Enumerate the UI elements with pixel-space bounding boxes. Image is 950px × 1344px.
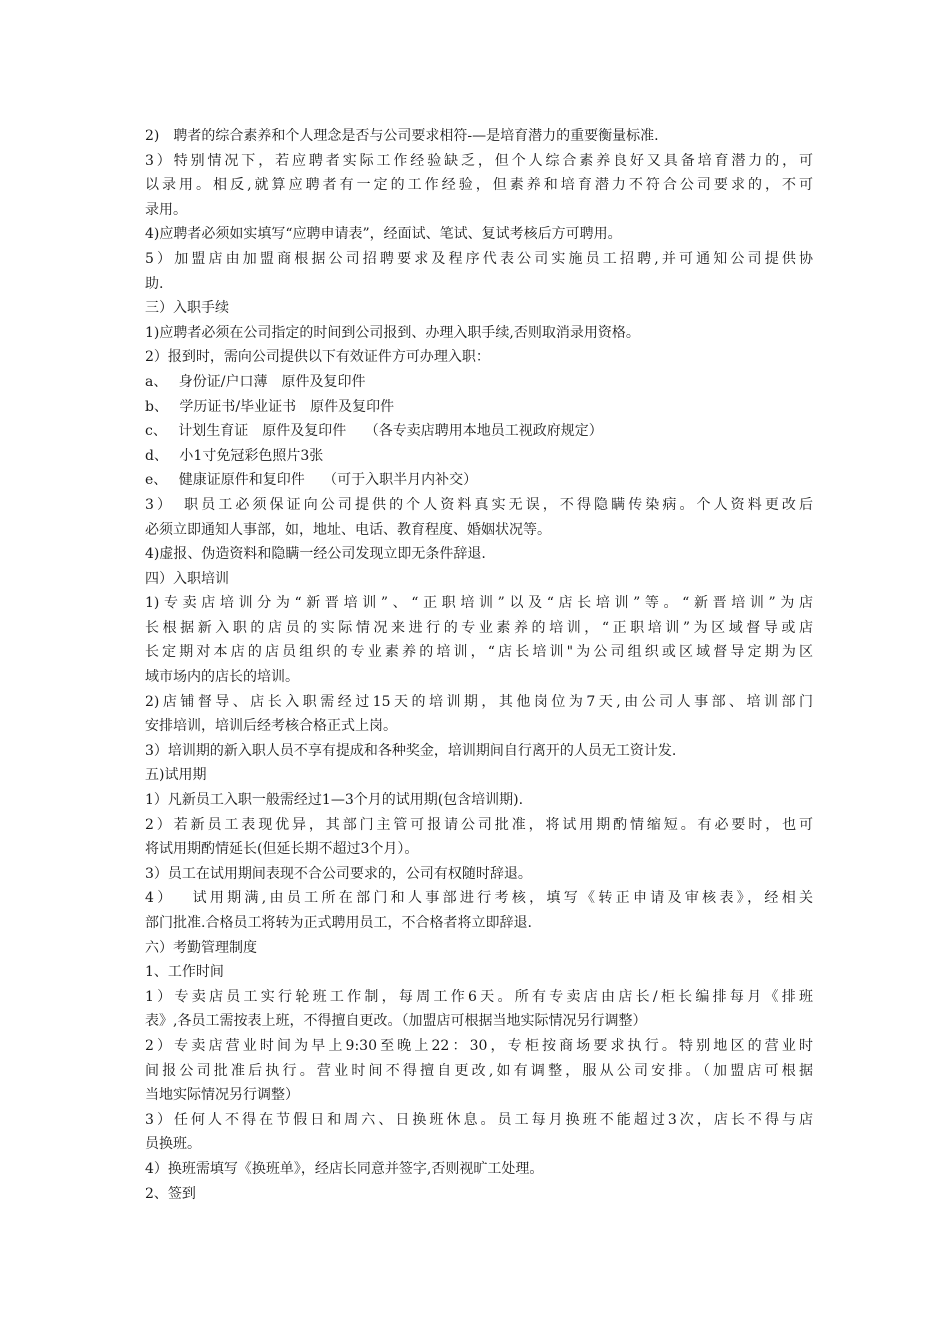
text-line: 五)试用期: [145, 767, 207, 784]
text-line: 域市场内的店长的培训。: [145, 669, 299, 686]
text-line: 4)虚报、伪造资料和隐瞒一经公司发现立即无条件辞退.: [145, 546, 486, 563]
text-line: 录用。: [145, 201, 187, 218]
text-line: 必须立即通知人事部，如，地址、电话、教育程度、婚姻状况等。: [145, 521, 551, 538]
document-page: [145, 124, 813, 1206]
text-line: 表》,各员工需按表上班，不得擅自更改。（加盟店可根据当地实际情况另行调整）: [145, 1013, 647, 1030]
text-line: 1）凡新员工入职一般需经过1—3个月的试用期(包含培训期).: [145, 792, 524, 809]
text-line: 1)应聘者必须在公司指定的时间到公司报到、办理入职手续,否则取消录用资格。: [145, 324, 640, 341]
text-line: 安排培训，培训后经考核合格正式上岗。: [145, 718, 397, 735]
text-line: 三）入职手续: [145, 300, 229, 317]
text-line: 3）特别情况下，若应聘者实际工作经验缺乏，但个人综合素养良好又具备培育潜力的，可: [145, 152, 813, 169]
text-line: d、 小1寸免冠彩色照片3张: [145, 447, 324, 464]
text-line: 当地实际情况另行调整）: [145, 1087, 299, 1104]
text-line: 3）培训期的新入职人员不享有提成和各种奖金，培训期间自行离开的人员无工资计发.: [145, 742, 677, 759]
text-line: 4） 试用期满,由员工所在部门和人事部进行考核，填写《转正申请及审核表》，经相关: [145, 890, 813, 907]
text-line: a、 身份证/户口薄 原件及复印件: [145, 373, 366, 390]
text-line: 长根据新入职的店员的实际情况来进行的专业素养的培训，“正职培训”为区域督导或店: [145, 619, 813, 636]
text-line: 2) 聘者的综合素养和个人理念是否与公司要求相符-—是培育潜力的重要衡量标准.: [145, 128, 659, 144]
text-line: 2)店铺督导、店长入职需经过15天的培训期，其他岗位为7天,由公司人事部、培训部门: [145, 693, 813, 710]
text-line: 长定期对本店的店员组织的专业素养的培训，“店长培训"为公司组织或区域督导定期为区: [145, 644, 813, 661]
text-line: 2）报到时，需向公司提供以下有效证件方可办理入职：: [145, 349, 490, 366]
text-line: 六）考勤管理制度: [145, 939, 257, 956]
text-line: 3）任何人不得在节假日和周六、日换班休息。员工每月换班不能超过3次，店长不得与店: [145, 1111, 813, 1128]
text-line: 间报公司批准后执行。营业时间不得擅自更改,如有调整，服从公司安排。（加盟店可根据: [145, 1062, 813, 1079]
text-line: 将试用期酌情延长(但延长期不超过3个月）。: [145, 841, 419, 858]
text-line: 4)应聘者必须如实填写“应聘申请表”，经面试、笔试、复试考核后方可聘用。: [145, 226, 622, 243]
text-line: 3）员工在试用期间表现不合公司要求的，公司有权随时辞退。: [145, 865, 532, 882]
text-line: e、 健康证原件和复印件 （可于入职半月内补交）: [145, 472, 478, 489]
text-line: 员换班。: [145, 1136, 201, 1153]
text-line: 以录用。相反,就算应聘者有一定的工作经验，但素养和培育潜力不符合公司要求的，不可: [145, 177, 813, 194]
text-line: b、 学历证书/毕业证书 原件及复印件: [145, 398, 395, 415]
text-line: 2、签到: [145, 1185, 196, 1202]
text-line: 4）换班需填写《换班单》，经店长同意并签字,否则视旷工处理。: [145, 1160, 544, 1177]
text-line: 5）加盟店由加盟商根据公司招聘要求及程序代表公司实施员工招聘,并可通知公司提供协: [145, 250, 813, 267]
text-line: 2）专卖店营业时间为早上9:30至晚上22：30，专柜按商场要求执行。特别地区的营业时: [145, 1037, 813, 1054]
text-line: 1、工作时间: [145, 964, 224, 981]
text-line: c、 计划生育证 原件及复印件 （各专卖店聘用本地员工视政府规定）: [145, 423, 603, 440]
text-line: 2）若新员工表现优异，其部门主管可报请公司批准，将试用期酌情缩短。有必要时，也可: [145, 816, 813, 833]
text-line: 部门批准.合格员工将转为正式聘用员工，不合格者将立即辞退.: [145, 915, 532, 931]
text-line: 1)专卖店培训分为“新晋培训”、“正职培训”以及“店长培训”等。“新晋培训”为店: [145, 595, 813, 612]
text-line: 四）入职培训: [145, 570, 229, 587]
text-line: 1）专卖店员工实行轮班工作制，每周工作6天。所有专卖店由店长/柜长编排每月《排班: [145, 988, 813, 1005]
text-line: 3） 职员工必须保证向公司提供的个人资料真实无误，不得隐瞒传染病。个人资料更改后: [145, 496, 813, 513]
text-line: 助.: [145, 275, 164, 292]
